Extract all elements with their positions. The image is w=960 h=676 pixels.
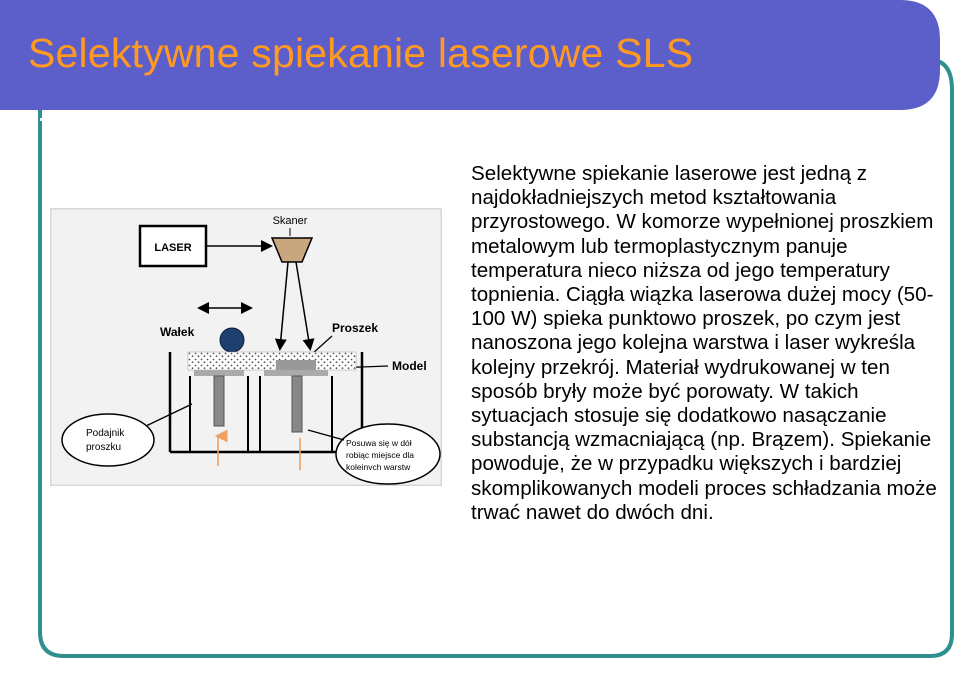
sls-diagram <box>50 208 442 486</box>
body-paragraph: Selektywne spiekanie laserowe jest jedną z najdokładniejszych metod kształtowania przyrostowego. W komorze wypełnionej proszkiem metalowym lub termoplastycznym panuje temperatura nieco niższa od jego temperatury topnienia. Ciągła wiązka laserowa dużej mocy (50- 100 W) spieka punktowo proszek, po czym jest nanoszona jego kolejna warstwa i laser wykreśla kolejny przekrój. Materiał wydrukowanej w ten sposób bryły może być porowaty. W takich sytuacjach stosuje się dodatkowo nasączanie substancją wzmacniającą (np. Brązem). Spiekanie powoduje, że w przypadku większych i bardziej skomplikowanych modeli proces schładzania może trwać nawet do dwóch dni. <box>471 162 937 524</box>
feeder-callout <box>62 414 154 466</box>
build-piston-rod <box>292 376 302 432</box>
feeder-label-line2: proszku <box>86 442 122 453</box>
powder-label: Proszek <box>332 321 379 335</box>
roller-icon <box>220 328 244 352</box>
scanner-label: Skaner <box>272 215 308 227</box>
title-bar-underline <box>40 118 916 121</box>
slide-title: Selektywne spiekanie laserowe SLS <box>28 30 694 76</box>
roller-label: Wałek <box>160 325 195 339</box>
piston-label-line3: koleinvch warstw <box>346 462 411 472</box>
piston-label-line1: Posuwa się w dół <box>346 438 412 448</box>
piston-label-line2: robiąc miejsce dla <box>346 450 415 460</box>
laser-label: LASER <box>154 242 192 254</box>
slide-body-text <box>471 162 941 525</box>
feed-piston-rod <box>214 376 224 426</box>
feed-platform-top <box>194 370 244 376</box>
powder-layer <box>188 352 356 370</box>
feeder-label-line1: Podajnik <box>86 428 125 439</box>
model-part <box>276 360 316 370</box>
build-platform-top <box>264 370 328 376</box>
model-label: Model <box>392 359 427 373</box>
